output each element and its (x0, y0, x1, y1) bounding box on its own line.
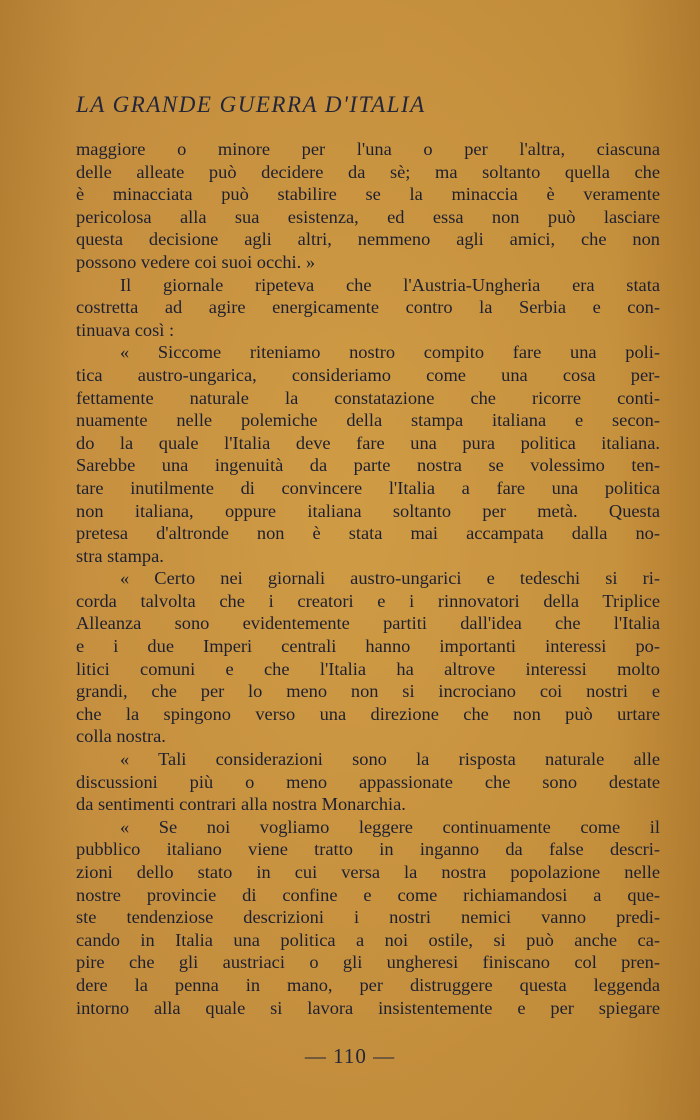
text-line: cando in Italia una politica a noi ostile, si può anche ca- (76, 929, 660, 950)
text-line: pubblico italiano viene tratto in inganno da false descri- (76, 839, 660, 860)
text-line: pire che gli austriaci o gli ungheresi finiscano col pren- (76, 952, 660, 973)
text-line: questa decisione agli altri, nemmeno agli amici, che non (76, 229, 660, 250)
text-line: ste tendenziose descrizioni i nostri nemici vanno predi- (76, 907, 660, 928)
text-line: tinuava così : (76, 319, 175, 340)
text-line: non italiana, oppure italiana soltanto per metà. Questa (76, 500, 660, 521)
text-line: intorno alla quale si lavora insistentemente e per spiegare (76, 997, 660, 1018)
text-line: « Siccome riteniamo nostro compito fare una poli- (120, 342, 660, 363)
text-line: maggiore o minore per l'una o per l'altra, ciascuna (76, 139, 660, 159)
text-line: « Tali considerazioni sono la risposta naturale alle (120, 749, 660, 770)
text-line: litici comuni e che l'Italia ha altrove interessi molto (76, 658, 660, 679)
text-line: corda talvolta che i creatori e i rinnovatori della Triplice (76, 590, 660, 611)
text-line: delle alleate può decidere da sè; ma soltanto quella che (76, 161, 660, 182)
text-line: è minacciata può stabilire se la minaccia è veramente (76, 184, 660, 205)
text-line: Il giornale ripeteva che l'Austria-Ungheria era stata (120, 274, 660, 295)
text-line: discussioni più o meno appassionate che sono destate (76, 771, 660, 792)
text-line: grandi, che per lo meno non si incrociano coi nostri e (76, 681, 660, 702)
text-line: pericolosa alla sua esistenza, ed essa non può lasciare (76, 206, 660, 227)
running-title: LA GRANDE GUERRA D'ITALIA (76, 92, 426, 117)
text-line: tare inutilmente di convincere l'Italia a fare una politica (76, 477, 660, 498)
page-body (76, 138, 660, 1019)
text-line: « Certo nei giornali austro-ungarici e tedeschi si ri- (120, 568, 660, 589)
text-line: colla nostra. (76, 726, 166, 747)
text-line: e i due Imperi centrali hanno importanti interessi po- (76, 636, 660, 657)
text-line: fettamente naturale la constatazione che ricorre conti- (76, 387, 660, 408)
page-number: — 110 — (304, 1044, 396, 1068)
text-line: da sentimenti contrari alla nostra Monarchia. (76, 794, 406, 815)
text-line: dere la penna in mano, per distruggere questa leggenda (76, 974, 660, 995)
text-line: nostre provincie di confine e come richiamandosi a que- (76, 884, 660, 905)
text-line: do la quale l'Italia deve fare una pura politica italiana. (76, 432, 660, 453)
text-line: Sarebbe una ingenuità da parte nostra se volessimo ten- (76, 455, 660, 476)
text-line: Alleanza sono evidentemente partiti dall'idea che l'Italia (76, 613, 660, 634)
text-line: che la spingono verso una direzione che non può urtare (76, 703, 660, 724)
text-line: nuamente nelle polemiche della stampa italiana e secon- (76, 410, 660, 431)
text-line: tica austro-ungarica, consideriamo come una cosa per- (76, 364, 660, 385)
text-line: stra stampa. (76, 545, 164, 566)
text-line: « Se noi vogliamo leggere continuamente come il (120, 816, 660, 837)
text-line: costretta ad agire energicamente contro la Serbia e con- (76, 297, 660, 318)
text-line: possono vedere coi suoi occhi. » (76, 251, 316, 272)
text-line: pretesa d'altronde non è stata mai accampata dalla no- (76, 523, 660, 544)
text-line: zioni dello stato in cui versa la nostra popolazione nelle (76, 862, 660, 882)
